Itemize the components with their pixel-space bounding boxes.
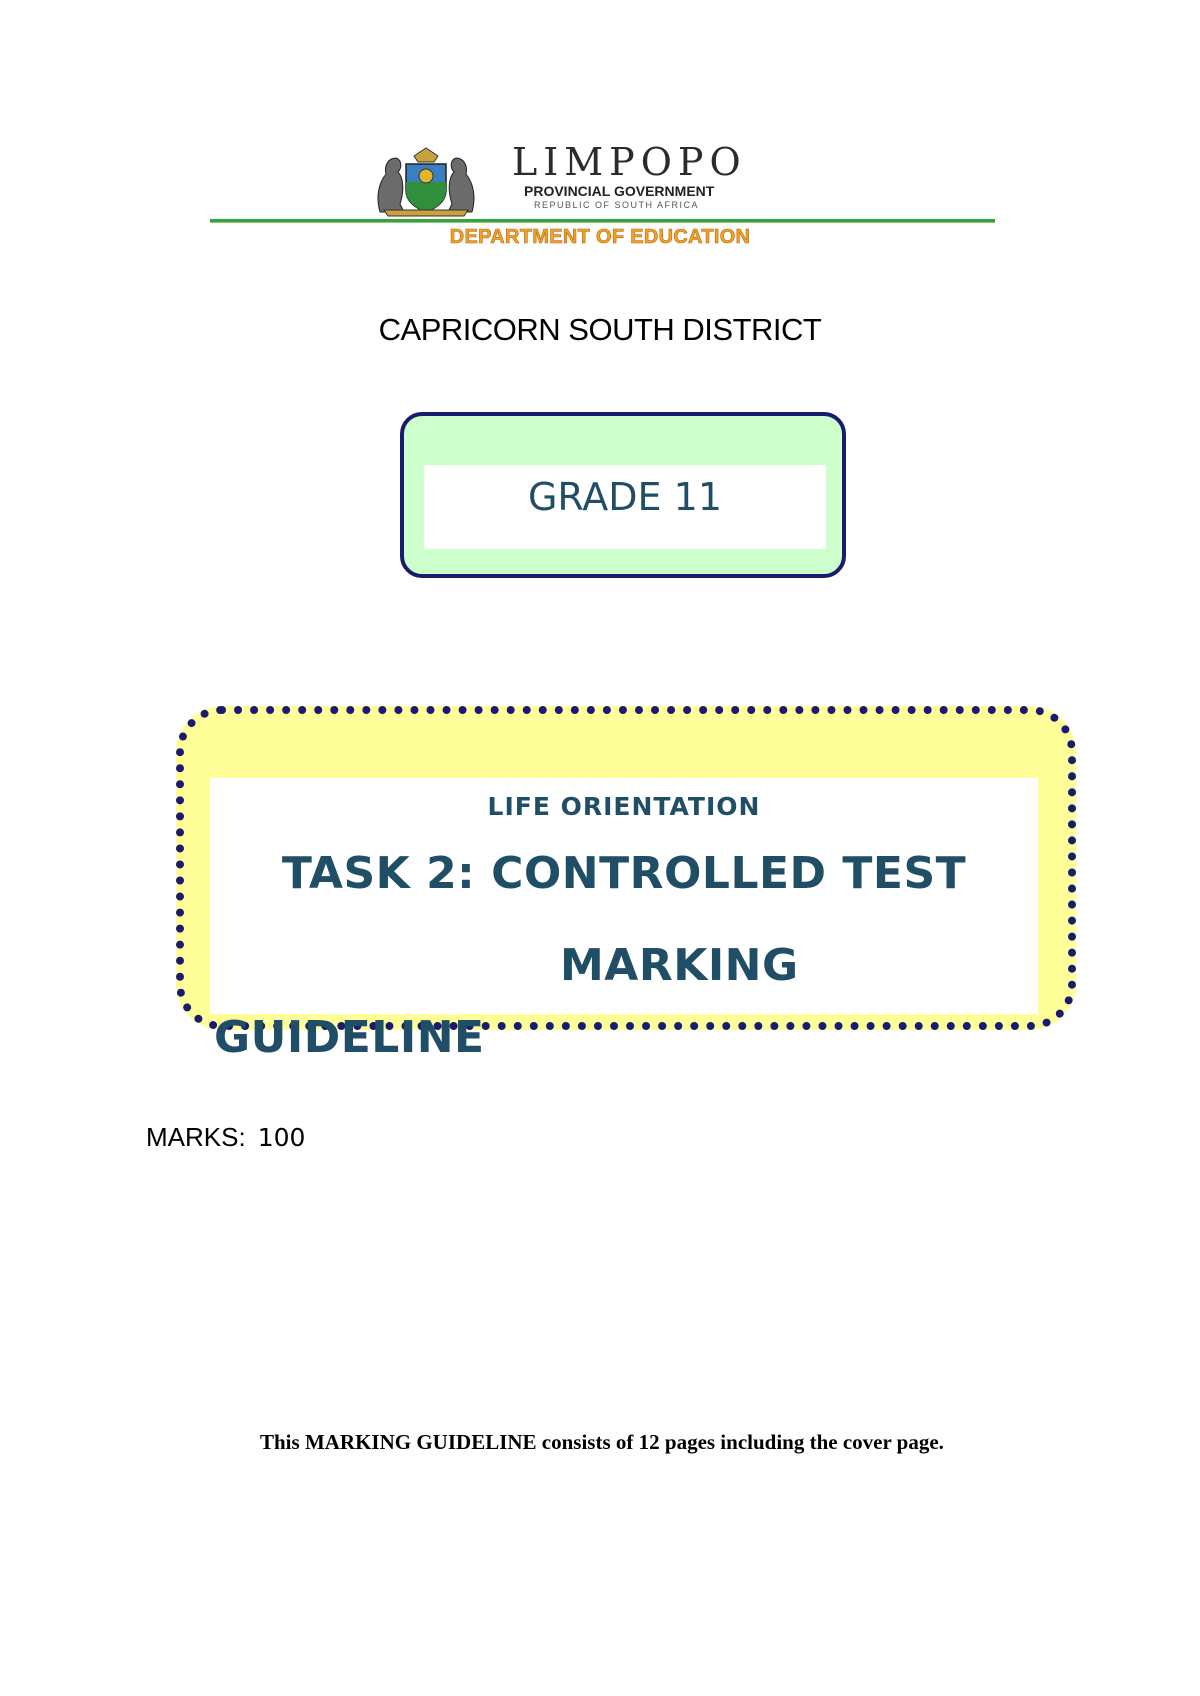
task-subtitle-word-2: GUIDELINE [214,1012,485,1063]
logo-country: REPUBLIC OF SOUTH AFRICA [534,200,700,210]
grade-box [400,412,846,578]
task-box [176,706,1076,1063]
marks-label: MARKS: [146,1122,246,1152]
header-logo [374,140,774,218]
header-divider [210,219,995,223]
subject-title: LIFE ORIENTATION [487,792,761,821]
district-title [0,312,1200,348]
grade-box-inner [424,465,826,549]
task-title: TASK 2: CONTROLLED TEST [281,848,967,899]
marks-line [146,1122,305,1153]
marks-value: 100 [257,1123,306,1152]
logo-title: LIMPOPO [512,140,747,184]
task-box-inner [210,778,1038,1063]
logo-subtitle: PROVINCIAL GOVERNMENT [524,183,715,199]
page-count-note: This MARKING GUIDELINE consists of 12 pages including the cover page. [260,1430,944,1454]
task-subtitle-word-1: MARKING [560,940,799,991]
coat-of-arms-icon [374,146,478,216]
grade-label: GRADE 11 [527,475,722,519]
department-title: DEPARTMENT OF EDUCATION [449,226,751,248]
district-text: CAPRICORN SOUTH DISTRICT [378,312,822,347]
